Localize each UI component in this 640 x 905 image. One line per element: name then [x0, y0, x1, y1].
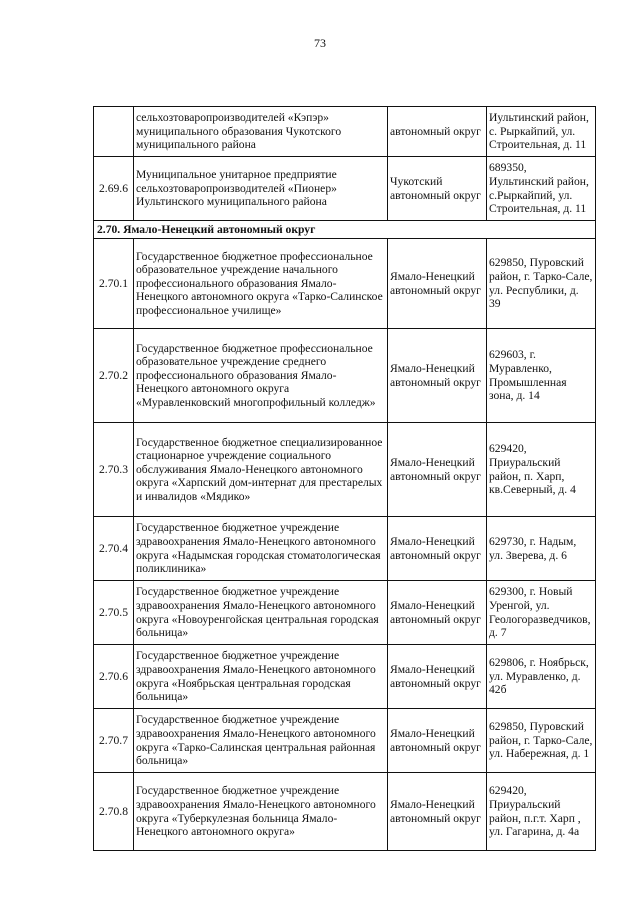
table-row — [94, 709, 596, 773]
region: Ямало-Ненецкий автономный округ — [388, 423, 487, 517]
region: Ямало-Ненецкий автономный округ — [388, 709, 487, 773]
organization-name: Государственное бюджетное специализированное стационарное учреждение социального обслуживания Ямало-Ненецкого автономного округа «Харпский дом-интернат для престарелых и инвалидов «Мядико» — [134, 423, 388, 517]
organization-name: Государственное бюджетное профессиональное образовательное учреждение среднего профессионального образования Ямало-Ненецкого автономного округа «Муравленковский многопрофильный колледж» — [134, 329, 388, 423]
region: Ямало-Ненецкий автономный округ — [388, 581, 487, 645]
row-number: 2.70.8 — [94, 773, 134, 851]
address: 629603, г. Муравленко, Промышленная зона, д. 14 — [487, 329, 596, 423]
table-row — [94, 581, 596, 645]
address: 629420, Приуральский район, п. Харп, кв.Северный, д. 4 — [487, 423, 596, 517]
table-row — [94, 423, 596, 517]
row-number: 2.70.6 — [94, 645, 134, 709]
region: автономный округ — [388, 107, 487, 157]
organization-name: Государственное бюджетное учреждение здравоохранения Ямало-Ненецкого автономного округа «Туберкулезная больница Ямало-Ненецкого автономного округа» — [134, 773, 388, 851]
table-row — [94, 107, 596, 157]
table-row — [94, 157, 596, 221]
section-heading: 2.70. Ямало-Ненецкий автономный округ — [94, 221, 596, 239]
row-number: 2.70.1 — [94, 239, 134, 329]
region: Ямало-Ненецкий автономный округ — [388, 517, 487, 581]
region: Ямало-Ненецкий автономный округ — [388, 239, 487, 329]
section-row — [94, 221, 596, 239]
row-number: 2.70.5 — [94, 581, 134, 645]
row-number: 2.70.4 — [94, 517, 134, 581]
address: 629300, г. Новый Уренгой, ул. Геологоразведчиков, д. 7 — [487, 581, 596, 645]
address: 629420, Приуральский район, п.г.т. Харп , ул. Гагарина, д. 4а — [487, 773, 596, 851]
page-number: 73 — [314, 36, 326, 50]
region: Ямало-Ненецкий автономный округ — [388, 645, 487, 709]
address: 629850, Пуровский район, г. Тарко-Сале, ул. Республики, д. 39 — [487, 239, 596, 329]
region: Ямало-Ненецкий автономный округ — [388, 773, 487, 851]
organizations-table — [93, 106, 596, 851]
row-number: 2.70.2 — [94, 329, 134, 423]
organization-name: Государственное бюджетное учреждение здравоохранения Ямало-Ненецкого автономного округа «Тарко-Салинская центральная районная больница» — [134, 709, 388, 773]
address: 629806, г. Ноябрьск, ул. Муравленко, д. 42б — [487, 645, 596, 709]
address: 689350, Иультинский район, с.Рыркайпий, ул. Строительная, д. 11 — [487, 157, 596, 221]
table-row — [94, 645, 596, 709]
row-number: 2.70.3 — [94, 423, 134, 517]
organization-name: Государственное бюджетное профессиональное образовательное учреждение начального профессионального образования Ямало-Ненецкого автономного округа «Тарко-Салинское профессиональное училище» — [134, 239, 388, 329]
organization-name: Государственное бюджетное учреждение здравоохранения Ямало-Ненецкого автономного округа «Новоуренгойская центральная городская больница» — [134, 581, 388, 645]
table-row — [94, 517, 596, 581]
region: Ямало-Ненецкий автономный округ — [388, 329, 487, 423]
table-row — [94, 773, 596, 851]
row-number: 2.70.7 — [94, 709, 134, 773]
address: Иультинский район, с. Рыркайпий, ул. Строительная, д. 11 — [487, 107, 596, 157]
organization-name: сельхозтоваропроизводителей «Кэпэр» муниципального образования Чукотского муниципального района — [134, 107, 388, 157]
table-row — [94, 329, 596, 423]
organization-name: Государственное бюджетное учреждение здравоохранения Ямало-Ненецкого автономного округа «Ноябрьская центральная городская больница» — [134, 645, 388, 709]
region: Чукотский автономный округ — [388, 157, 487, 221]
address: 629730, г. Надым, ул. Зверева, д. 6 — [487, 517, 596, 581]
address: 629850, Пуровский район, г. Тарко-Сале, ул. Набережная, д. 1 — [487, 709, 596, 773]
table-row — [94, 239, 596, 329]
row-number: 2.69.6 — [94, 157, 134, 221]
row-number — [94, 107, 134, 157]
organization-name: Государственное бюджетное учреждение здравоохранения Ямало-Ненецкого автономного округа «Надымская городская стоматологическая поликлиника» — [134, 517, 388, 581]
organization-name: Муниципальное унитарное предприятие сельхозтоваропроизводителей «Пионер» Иультинского муниципального района — [134, 157, 388, 221]
